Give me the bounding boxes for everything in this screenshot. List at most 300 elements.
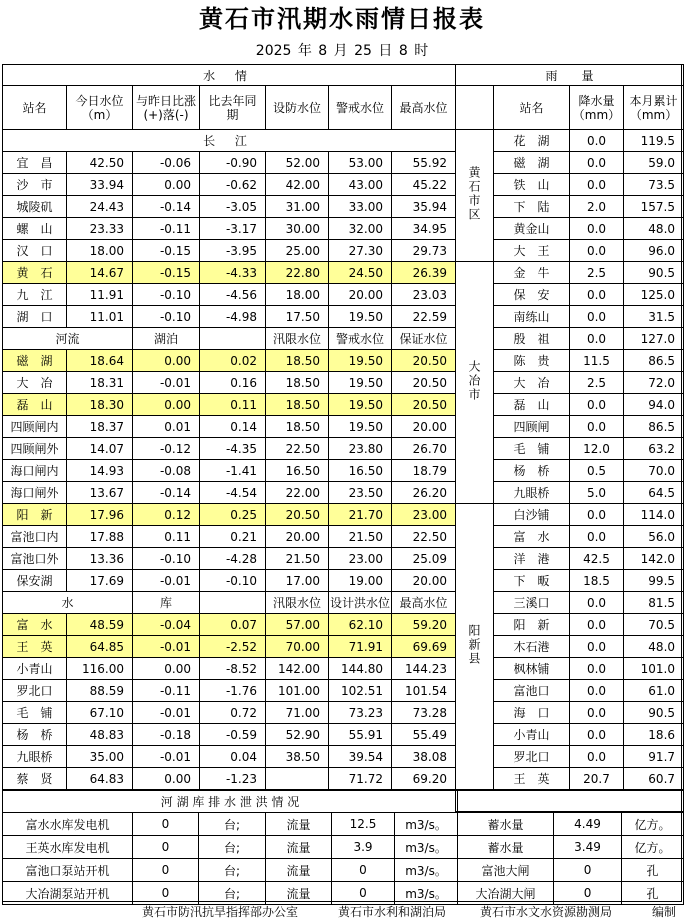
section-header-row	[3, 65, 456, 86]
rain-precip: 11.5	[570, 350, 624, 372]
station-value: 27.30	[329, 240, 392, 262]
report-frame	[2, 64, 682, 902]
table-row	[3, 174, 456, 196]
station-name: 九 江	[3, 284, 67, 306]
station-value: 0.72	[200, 702, 266, 724]
station-value: 42.50	[67, 152, 133, 174]
station-name: 沙 市	[3, 174, 67, 196]
station-value: 20.50	[392, 372, 456, 394]
station-value: 34.95	[392, 218, 456, 240]
rain-station-name: 殷 祖	[494, 328, 570, 350]
rain-station-name: 磊 山	[494, 394, 570, 416]
station-name: 海口闸内	[3, 460, 67, 482]
rain-month-total: 70.0	[624, 460, 684, 482]
table-row	[456, 130, 684, 152]
station-value: 22.00	[266, 482, 329, 504]
rain-month-total: 63.2	[624, 438, 684, 460]
station-value: 22.59	[392, 306, 456, 328]
station-value: 42.00	[266, 174, 329, 196]
table-row	[3, 570, 456, 592]
footer-org-2: 黄石市水利和湖泊局	[338, 905, 447, 919]
station-value: 53.00	[329, 152, 392, 174]
station-value: 71.72	[329, 768, 392, 790]
rain-precip: 12.0	[570, 438, 624, 460]
station-value: -4.28	[200, 548, 266, 570]
station-value: 71.91	[329, 636, 392, 658]
station-value: 39.54	[329, 746, 392, 768]
rain-month-total: 86.5	[624, 350, 684, 372]
rain-station-name: 海 口	[494, 702, 570, 724]
discharge-flow-value: 0	[332, 882, 395, 905]
discharge-count-unit: 台;	[199, 836, 266, 859]
station-value: 13.36	[67, 548, 133, 570]
station-name: 宜 昌	[3, 152, 67, 174]
discharge-flow-value: 12.5	[332, 813, 395, 836]
station-value: -0.11	[133, 680, 200, 702]
station-value: 23.33	[67, 218, 133, 240]
station-value: -0.11	[133, 218, 200, 240]
rain-month-total: 101.0	[624, 658, 684, 680]
station-value: -0.90	[200, 152, 266, 174]
discharge-flow-label: 流量	[266, 859, 332, 882]
station-value: 25.09	[392, 548, 456, 570]
discharge-item-name: 王英水库发电机	[3, 836, 133, 859]
station-value: 0.16	[200, 372, 266, 394]
station-value: 33.00	[329, 196, 392, 218]
station-name: 小青山	[3, 658, 67, 680]
discharge-flow-unit: m3/s。	[395, 836, 458, 859]
station-value: 32.00	[329, 218, 392, 240]
section-header-row	[3, 791, 684, 813]
station-value: 20.50	[392, 350, 456, 372]
table-row	[3, 394, 456, 416]
station-value: -1.41	[200, 460, 266, 482]
discharge-right-unit: 亿方。	[622, 836, 684, 859]
water-col-header: 今日水位（m）	[67, 86, 133, 130]
station-value: 62.10	[329, 614, 392, 636]
station-value: 18.00	[266, 284, 329, 306]
station-value: 45.22	[392, 174, 456, 196]
station-value: 0.01	[133, 416, 200, 438]
station-value: -0.15	[133, 262, 200, 284]
station-name: 保安湖	[3, 570, 67, 592]
station-value: 0.00	[133, 174, 200, 196]
rain-precip: 0.0	[570, 152, 624, 174]
rain-section-title: 雨 量	[456, 65, 684, 86]
rain-precip: 2.0	[570, 196, 624, 218]
station-value: 38.50	[266, 746, 329, 768]
rain-col-header: 本月累计（mm）	[624, 86, 684, 130]
discharge-flow-label: 流量	[266, 882, 332, 905]
rain-area-label: 大冶市	[467, 360, 481, 402]
rain-month-total: 142.0	[624, 548, 684, 570]
rain-precip: 0.0	[570, 658, 624, 680]
rain-precip: 0.0	[570, 702, 624, 724]
station-value: 19.50	[329, 306, 392, 328]
table-row	[3, 636, 456, 658]
subsection-row	[3, 130, 456, 152]
station-value: 144.23	[392, 658, 456, 680]
discharge-count-unit: 台;	[199, 859, 266, 882]
station-value: -0.01	[133, 570, 200, 592]
station-value: -0.01	[133, 746, 200, 768]
station-value: 0.00	[133, 394, 200, 416]
table-row	[3, 460, 456, 482]
station-value: 101.00	[266, 680, 329, 702]
station-value: -4.98	[200, 306, 266, 328]
table-row	[3, 746, 456, 768]
rain-month-total: 81.5	[624, 592, 684, 614]
rain-area-header	[456, 86, 494, 130]
station-value: 0.25	[200, 504, 266, 526]
station-value: 29.73	[392, 240, 456, 262]
rain-month-total: 56.0	[624, 526, 684, 548]
station-value: -3.05	[200, 196, 266, 218]
table-row	[3, 240, 456, 262]
station-value: 52.90	[266, 724, 329, 746]
station-name: 黄 石	[3, 262, 67, 284]
rain-area-name	[456, 130, 494, 262]
discharge-right-unit: 孔	[622, 859, 684, 882]
rain-precip: 2.5	[570, 262, 624, 284]
rain-month-total: 31.5	[624, 306, 684, 328]
station-value: 21.50	[266, 548, 329, 570]
rain-precip: 0.0	[570, 394, 624, 416]
station-value: 64.85	[67, 636, 133, 658]
station-value: 0.00	[133, 658, 200, 680]
rain-station-name: 南练山	[494, 306, 570, 328]
rain-precip: 0.0	[570, 328, 624, 350]
water-col-header: 最高水位	[392, 86, 456, 130]
rain-station-name: 小青山	[494, 724, 570, 746]
rain-month-total: 18.6	[624, 724, 684, 746]
station-value: -0.06	[133, 152, 200, 174]
reservoir-col-header: 设计洪水位	[329, 592, 392, 614]
rain-precip: 0.0	[570, 218, 624, 240]
station-value: -0.14	[133, 196, 200, 218]
water-table	[2, 64, 456, 790]
rain-precip: 0.0	[570, 306, 624, 328]
station-value: 73.28	[392, 702, 456, 724]
rain-precip: 0.0	[570, 416, 624, 438]
station-value: 17.69	[67, 570, 133, 592]
station-name: 王 英	[3, 636, 67, 658]
station-name: 四顾闸外	[3, 438, 67, 460]
rain-station-name: 三溪口	[494, 592, 570, 614]
table-row	[3, 372, 456, 394]
station-value: 22.50	[392, 526, 456, 548]
rain-month-total: 70.5	[624, 614, 684, 636]
rain-precip: 2.5	[570, 372, 624, 394]
station-value: -0.12	[133, 438, 200, 460]
rain-precip: 0.0	[570, 130, 624, 152]
lake-header-river: 河流	[3, 328, 133, 350]
station-value: 30.00	[266, 218, 329, 240]
table-row	[3, 284, 456, 306]
table-row	[3, 813, 684, 836]
rain-station-name: 王 英	[494, 768, 570, 790]
station-value: 0.00	[133, 350, 200, 372]
rain-month-total: 86.5	[624, 416, 684, 438]
station-value: 70.00	[266, 636, 329, 658]
rain-month-total: 90.5	[624, 702, 684, 724]
discharge-item-name: 富池口泵站开机	[3, 859, 133, 882]
table-row	[3, 702, 456, 724]
station-value: 17.96	[67, 504, 133, 526]
table-row	[3, 438, 456, 460]
station-value: 20.50	[392, 394, 456, 416]
discharge-item-name: 大冶湖泵站开机	[3, 882, 133, 905]
rain-month-total: 72.0	[624, 372, 684, 394]
station-value: -2.52	[200, 636, 266, 658]
rain-station-name: 洋 港	[494, 548, 570, 570]
table-row	[3, 262, 456, 284]
station-value: 35.94	[392, 196, 456, 218]
rain-precip: 0.0	[570, 526, 624, 548]
station-name: 富池口外	[3, 548, 67, 570]
station-value: 13.67	[67, 482, 133, 504]
table-row	[3, 882, 684, 905]
station-value: 43.00	[329, 174, 392, 196]
station-value: -0.01	[133, 636, 200, 658]
footer-compiled: 编制	[652, 905, 677, 919]
water-col-header: 警戒水位	[329, 86, 392, 130]
discharge-right-label: 富池大闸	[458, 859, 554, 882]
discharge-count: 0	[133, 859, 199, 882]
rain-precip: 18.5	[570, 570, 624, 592]
rain-area-name	[456, 504, 494, 790]
station-value: 18.79	[392, 460, 456, 482]
station-value: 14.67	[67, 262, 133, 284]
station-name: 毛 铺	[3, 702, 67, 724]
rain-precip: 0.0	[570, 680, 624, 702]
yangtze-title: 长 江	[3, 130, 456, 152]
rain-month-total: 60.7	[624, 768, 684, 790]
water-col-header: 设防水位	[266, 86, 329, 130]
rain-station-name: 大 冶	[494, 372, 570, 394]
station-value: 31.00	[266, 196, 329, 218]
station-value: 21.70	[329, 504, 392, 526]
discharge-title: 河 湖 库 排 水 泄 洪 情 况	[3, 791, 458, 813]
station-value: 0.11	[133, 526, 200, 548]
station-value: 14.93	[67, 460, 133, 482]
station-value: 11.91	[67, 284, 133, 306]
station-value: 73.23	[329, 702, 392, 724]
rain-precip: 0.0	[570, 724, 624, 746]
station-value: -0.10	[133, 284, 200, 306]
station-value: -4.56	[200, 284, 266, 306]
rain-station-name: 花 湖	[494, 130, 570, 152]
rain-month-total: 125.0	[624, 284, 684, 306]
station-name: 湖 口	[3, 306, 67, 328]
station-name: 九眼桥	[3, 746, 67, 768]
rain-month-total: 157.5	[624, 196, 684, 218]
discharge-count: 0	[133, 882, 199, 905]
rain-precip: 0.0	[570, 174, 624, 196]
station-value	[266, 768, 329, 790]
station-value: -0.59	[200, 724, 266, 746]
rain-station-name: 富池口	[494, 680, 570, 702]
station-value: 64.83	[67, 768, 133, 790]
water-col-header: 比去年同 期	[200, 86, 266, 130]
station-name: 富 水	[3, 614, 67, 636]
station-value: 26.39	[392, 262, 456, 284]
station-value: 0.11	[200, 394, 266, 416]
station-value: 35.00	[67, 746, 133, 768]
station-value: 23.00	[329, 548, 392, 570]
station-value: 11.01	[67, 306, 133, 328]
station-value: 19.50	[329, 416, 392, 438]
station-value: 20.00	[329, 284, 392, 306]
reservoir-header-blank	[200, 592, 266, 614]
rain-month-total: 91.7	[624, 746, 684, 768]
report-footer	[0, 903, 684, 921]
rain-month-total: 73.5	[624, 174, 684, 196]
table-row	[3, 526, 456, 548]
rain-station-name: 陈 贵	[494, 350, 570, 372]
station-value: 19.50	[329, 372, 392, 394]
rain-month-total: 127.0	[624, 328, 684, 350]
subsection-row	[3, 592, 456, 614]
station-value: 20.00	[392, 570, 456, 592]
rain-month-total: 61.0	[624, 680, 684, 702]
table-row	[3, 218, 456, 240]
station-value: -0.14	[133, 482, 200, 504]
station-value: 20.00	[266, 526, 329, 548]
discharge-count-unit: 台;	[199, 813, 266, 836]
discharge-flow-label: 流量	[266, 836, 332, 859]
rain-station-name: 九眼桥	[494, 482, 570, 504]
discharge-count: 0	[133, 813, 199, 836]
rain-station-name: 杨 桥	[494, 460, 570, 482]
table-row	[3, 504, 456, 526]
station-value: -8.52	[200, 658, 266, 680]
station-value: 102.51	[329, 680, 392, 702]
station-value: 18.50	[266, 416, 329, 438]
station-value: 67.10	[67, 702, 133, 724]
reservoir-header-shui: 水	[3, 592, 133, 614]
station-value: -0.04	[133, 614, 200, 636]
station-value: 59.20	[392, 614, 456, 636]
station-value: 26.70	[392, 438, 456, 460]
station-name: 磊 山	[3, 394, 67, 416]
rain-station-name: 磁 湖	[494, 152, 570, 174]
station-value: 55.49	[392, 724, 456, 746]
rain-station-name: 铁 山	[494, 174, 570, 196]
reservoir-header-ku: 库	[133, 592, 200, 614]
rain-precip: 0.0	[570, 284, 624, 306]
rain-station-name: 金 牛	[494, 262, 570, 284]
rain-month-total: 59.0	[624, 152, 684, 174]
station-value: -0.10	[133, 306, 200, 328]
station-value: -0.10	[200, 570, 266, 592]
table-row	[3, 152, 456, 174]
rain-station-name: 木石港	[494, 636, 570, 658]
rain-station-name: 四顾闸	[494, 416, 570, 438]
station-value: -0.01	[133, 702, 200, 724]
rain-precip: 5.0	[570, 482, 624, 504]
rain-month-total: 90.5	[624, 262, 684, 284]
table-row	[3, 859, 684, 882]
rain-area-label: 黄石市区	[467, 166, 481, 222]
station-value: 52.00	[266, 152, 329, 174]
station-value: 55.92	[392, 152, 456, 174]
rain-precip: 0.0	[570, 636, 624, 658]
table-row	[3, 658, 456, 680]
rain-station-name: 下 畈	[494, 570, 570, 592]
station-name: 磁 湖	[3, 350, 67, 372]
station-value: 18.50	[266, 372, 329, 394]
station-value: 0.04	[200, 746, 266, 768]
discharge-flow-unit: m3/s。	[395, 813, 458, 836]
station-value: -4.54	[200, 482, 266, 504]
station-value: -4.35	[200, 438, 266, 460]
rain-precip: 0.0	[570, 504, 624, 526]
lake-col-header: 汛限水位	[266, 328, 329, 350]
station-value: 20.50	[266, 504, 329, 526]
rain-station-name: 白沙铺	[494, 504, 570, 526]
station-value: 23.00	[392, 504, 456, 526]
discharge-flow-label: 流量	[266, 813, 332, 836]
station-name: 城陵矶	[3, 196, 67, 218]
station-name: 阳 新	[3, 504, 67, 526]
column-header-row	[456, 86, 684, 130]
discharge-right-label: 蓄水量	[458, 813, 554, 836]
table-row	[3, 548, 456, 570]
station-value: 24.43	[67, 196, 133, 218]
station-value: 18.30	[67, 394, 133, 416]
rain-precip: 0.5	[570, 460, 624, 482]
station-value: 19.50	[329, 350, 392, 372]
station-value: 19.00	[329, 570, 392, 592]
discharge-right-value: 3.49	[554, 836, 622, 859]
reservoir-col-header: 汛限水位	[266, 592, 329, 614]
rain-month-total: 114.0	[624, 504, 684, 526]
station-value: 20.00	[392, 416, 456, 438]
rain-col-header: 降水量（mm）	[570, 86, 624, 130]
station-value: 57.00	[266, 614, 329, 636]
rain-station-name: 大 王	[494, 240, 570, 262]
table-row	[3, 350, 456, 372]
station-value: 23.03	[392, 284, 456, 306]
discharge-table	[2, 790, 684, 905]
rain-col-header: 站名	[494, 86, 570, 130]
footer-org-3: 黄石市水文水资源勘测局	[480, 905, 613, 919]
station-value: 0.21	[200, 526, 266, 548]
table-row	[3, 416, 456, 438]
station-value: 101.54	[392, 680, 456, 702]
table-row	[456, 504, 684, 526]
station-value: 71.00	[266, 702, 329, 724]
lake-col-header: 警戒水位	[329, 328, 392, 350]
water-section-title: 水 情	[3, 65, 456, 86]
rain-precip: 42.5	[570, 548, 624, 570]
table-row	[456, 262, 684, 284]
rain-station-name: 阳 新	[494, 614, 570, 636]
station-value: -1.76	[200, 680, 266, 702]
station-value: 22.50	[266, 438, 329, 460]
station-value: 17.88	[67, 526, 133, 548]
station-value: 14.07	[67, 438, 133, 460]
station-name: 海口闸外	[3, 482, 67, 504]
discharge-right-value: 0	[554, 882, 622, 905]
station-value: 24.50	[329, 262, 392, 284]
station-value: 0.07	[200, 614, 266, 636]
station-value: 19.50	[329, 394, 392, 416]
station-value: 21.50	[329, 526, 392, 548]
rain-table	[455, 64, 684, 812]
water-col-header: 与昨日比涨(+)落(-)	[133, 86, 200, 130]
